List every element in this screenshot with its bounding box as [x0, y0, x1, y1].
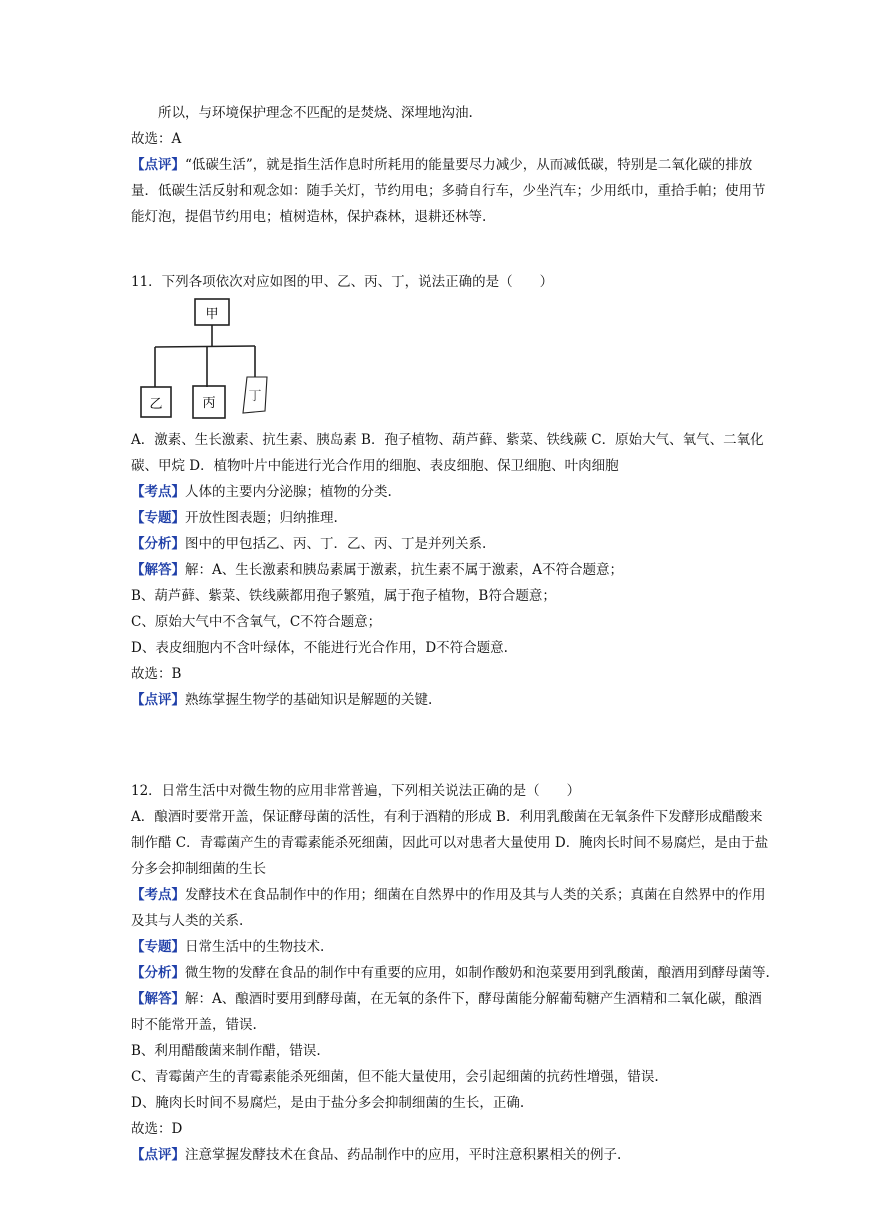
q12-fenxi: 【分析】微生物的发酵在食品的制作中有重要的应用，如制作酸奶和泡菜要用到乳酸菌，酿酒用到酵母菌等.	[131, 965, 770, 981]
node-yi: 乙	[149, 397, 163, 412]
q11-fenxi: 【分析】图中的甲包括乙、丙、丁．乙、丙、丁是并列关系.	[131, 536, 487, 552]
q11-kaodian: 【考点】人体的主要内分泌腺；植物的分类.	[131, 484, 392, 500]
hierarchy-diagram	[133, 297, 273, 425]
q12-zhuanti: 【专题】日常生活中的生物技术.	[131, 939, 325, 955]
q12-line-d: D、腌肉长时间不易腐烂，是由于盐分多会抑制细菌的生长，正确.	[131, 1095, 525, 1111]
q12-jieda: 【解答】解：A、酿酒时要用到酵母菌，在无氧的条件下，酵母菌能分解葡萄糖产生酒精和二氧化碳，酿酒时不能常开盖，错误.	[131, 991, 762, 1033]
q11-answer: 故选：B	[131, 666, 182, 682]
q12-answer: 故选：D	[131, 1121, 183, 1137]
q11-line-c: C、原始大气中不含氧气，C不符合题意；	[131, 614, 382, 630]
prev-conclusion: 所以，与环境保护理念不匹配的是焚烧、深埋地沟油.	[158, 105, 473, 121]
prev-answer: 故选：A	[131, 131, 182, 147]
q11-options: A．激素、生长激素、抗生素、胰岛素 B．孢子植物、葫芦藓、紫菜、铁线蕨 C．原始大气、氧气、二氧化碳、甲烷 D．植物叶片中能进行光合作用的细胞、表皮细胞、保卫细胞、叶肉细胞	[131, 432, 764, 474]
q12-dianping: 【点评】注意掌握发酵技术在食品、药品制作中的应用，平时注意积累相关的例子.	[131, 1147, 622, 1163]
q11-zhuanti: 【专题】开放性图表题；归纳推理.	[131, 510, 338, 526]
q12-options: A．酿酒时要常开盖，保证酵母菌的活性，有利于酒精的形成 B．利用乳酸菌在无氧条件下发酵形成醋酸来制作醋 C．青霉菌产生的青霉素能杀死细菌，因此可以对患者大量使用 D．腌肉长时间不易腐烂，是由于盐分多会抑制细菌的生长	[131, 809, 769, 877]
q11-line-d: D、表皮细胞内不含叶绿体，不能进行光合作用，D不符合题意.	[131, 640, 508, 656]
q11-diagram	[131, 295, 771, 427]
q12-stem: 12．日常生活中对微生物的应用非常普遍，下列相关说法正确的是（ ）	[131, 783, 581, 799]
q12-kaodian: 【考点】发酵技术在食品制作中的作用；细菌在自然界中的作用及其与人类的关系；真菌在自然界中的作用及其与人类的关系.	[131, 887, 766, 929]
node-jia: 甲	[205, 307, 219, 322]
q11-jieda: 【解答】解：A、生长激素和胰岛素属于激素，抗生素不属于激素，A不符合题意；	[131, 562, 623, 578]
node-ding: 丁	[248, 389, 262, 404]
prev-comment: 【点评】“低碳生活”，就是指生活作息时所耗用的能量要尽力减少，从而减低碳，特别是二氧化碳的排放量．低碳生活反射和观念如：随手关灯，节约用电；多骑自行车，少坐汽车；少用纸巾，重拾手帕；使用节能灯泡，提倡节约用电；植树造林，保护森林，退耕还林等.	[131, 157, 766, 225]
comment-tag: 【点评】	[131, 157, 185, 173]
page-content	[131, 100, 771, 1168]
node-bing: 丙	[202, 396, 216, 411]
q11-stem: 11．下列各项依次对应如图的甲、乙、丙、丁，说法正确的是（ ）	[131, 274, 554, 290]
q12-line-b: B、利用醋酸菌来制作醋，错误.	[131, 1043, 321, 1059]
q12-line-c: C、青霉菌产生的青霉素能杀死细菌，但不能大量使用，会引起细菌的抗药性增强，错误.	[131, 1069, 659, 1085]
q11-line-b: B、葫芦藓、紫菜、铁线蕨都用孢子繁殖，属于孢子植物，B符合题意；	[131, 588, 556, 604]
q11-dianping: 【点评】熟练掌握生物学的基础知识是解题的关键.	[131, 692, 433, 708]
